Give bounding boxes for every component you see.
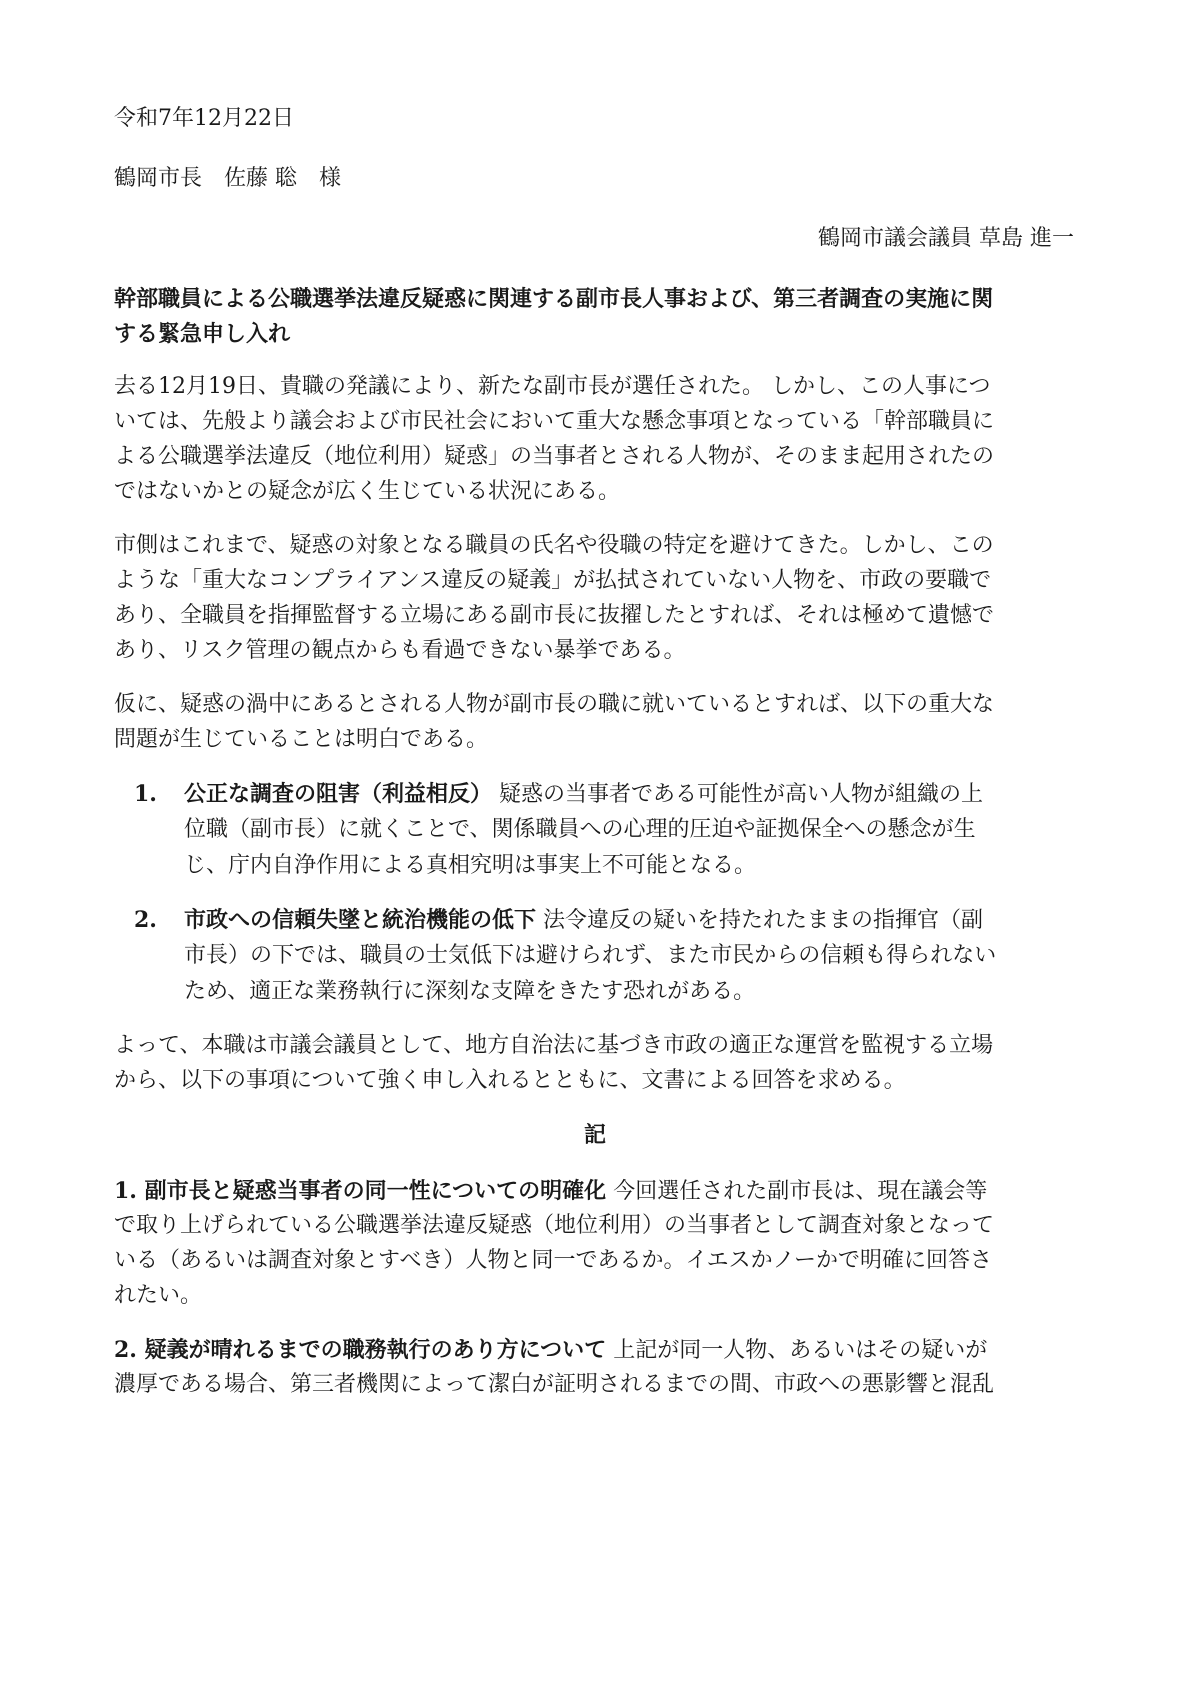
request-heading: 1. 副市長と疑惑当事者の同一性についての明確化: [114, 1178, 607, 1204]
title-line: 幹部職員による公職選挙法違反疑惑に関連する副市長人事および、第三者調査の実施に関: [114, 286, 994, 312]
paragraph-line: あり、全職員を指揮監督する立場にある副市長に抜擢したとすれば、それは極めて遺憾で: [114, 603, 995, 628]
paragraph-line: から、以下の事項について強く申し入れるとともに、文書による回答を求める。: [114, 1068, 906, 1093]
problem-line: 市長）の下では、職員の士気低下は避けられず、また市民からの信頼も得られない: [184, 943, 997, 968]
problem-number: 1.: [134, 781, 157, 807]
paragraph-line: あり、リスク管理の観点からも看過できない暴挙である。: [114, 638, 686, 663]
request-first-line: [114, 1174, 1074, 1209]
request-text: 今回選任された副市長は、現在議会等: [606, 1179, 988, 1204]
problem-heading: 公正な調査の阻害（利益相反）: [184, 781, 493, 807]
problem-text: 法令違反の疑いを持たれたままの指揮官（副: [536, 908, 984, 933]
paragraph-line: 問題が生じていることは明白である。: [114, 727, 489, 752]
addressee: 鶴岡市長 佐藤 聡 様: [114, 166, 341, 191]
request-text: 上記が同一人物、あるいはその疑いが: [606, 1338, 988, 1363]
request-line: で取り上げられている公職選挙法違反疑惑（地位利用）の当事者として調査対象となって: [114, 1213, 995, 1238]
problem-first-line: [184, 777, 1074, 812]
paragraph-line: 市側はこれまで、疑惑の対象となる職員の氏名や役職の特定を避けてきた。しかし、この: [114, 533, 994, 558]
problem-line: ため、適正な業務執行に深刻な支障をきたす恐れがある。: [184, 979, 756, 1004]
request-heading: 2. 疑義が晴れるまでの職務執行のあり方について: [114, 1337, 607, 1363]
paragraph-line: 去る12月19日、貴職の発議により、新たな副市長が選任された。 しかし、この人事につ: [114, 374, 991, 399]
request-line: いる（あるいは調査対象とすべき）人物と同一であるか。イエスかノーかで明確に回答さ: [114, 1248, 993, 1273]
paragraph-line: よって、本職は市議会議員として、地方自治法に基づき市政の適正な運営を監視する立場: [114, 1033, 994, 1058]
date: 令和7年12月22日: [114, 106, 294, 131]
paragraph-line: ではないかとの疑念が広く生じている状況にある。: [114, 479, 621, 504]
ki-heading: 記: [583, 1122, 606, 1148]
problem-heading: 市政への信頼失墜と統治機能の低下: [184, 907, 537, 933]
paragraph-line: よる公職選挙法違反（地位利用）疑惑」の当事者とされる人物が、そのまま起用されたの: [114, 444, 995, 469]
paragraph-line: ような「重大なコンプライアンス違反の疑義」が払拭されていない人物を、市政の要職で: [114, 568, 992, 593]
request-first-line: [114, 1333, 1074, 1368]
problem-line: 位職（副市長）に就くことで、関係職員への心理的圧迫や証拠保全への懸念が生: [184, 817, 976, 842]
problem-text: 疑惑の当事者である可能性が高い人物が組織の上: [492, 782, 984, 807]
problem-number: 2.: [134, 907, 157, 933]
problem-line: じ、庁内自浄作用による真相究明は事実上不可能となる。: [184, 853, 757, 878]
paragraph-line: いては、先般より議会および市民社会において重大な懸念事項となっている「幹部職員に: [114, 409, 995, 434]
sender: 鶴岡市議会議員 草島 進一: [818, 226, 1074, 251]
request-line: 濃厚である場合、第三者機関によって潔白が証明されるまでの間、市政への悪影響と混乱: [114, 1372, 995, 1397]
problem-first-line: [184, 903, 1074, 938]
title-line: する緊急申し入れ: [114, 321, 291, 347]
paragraph-line: 仮に、疑惑の渦中にあるとされる人物が副市長の職に就いているとすれば、以下の重大な: [114, 692, 995, 717]
request-line: れたい。: [114, 1283, 203, 1308]
